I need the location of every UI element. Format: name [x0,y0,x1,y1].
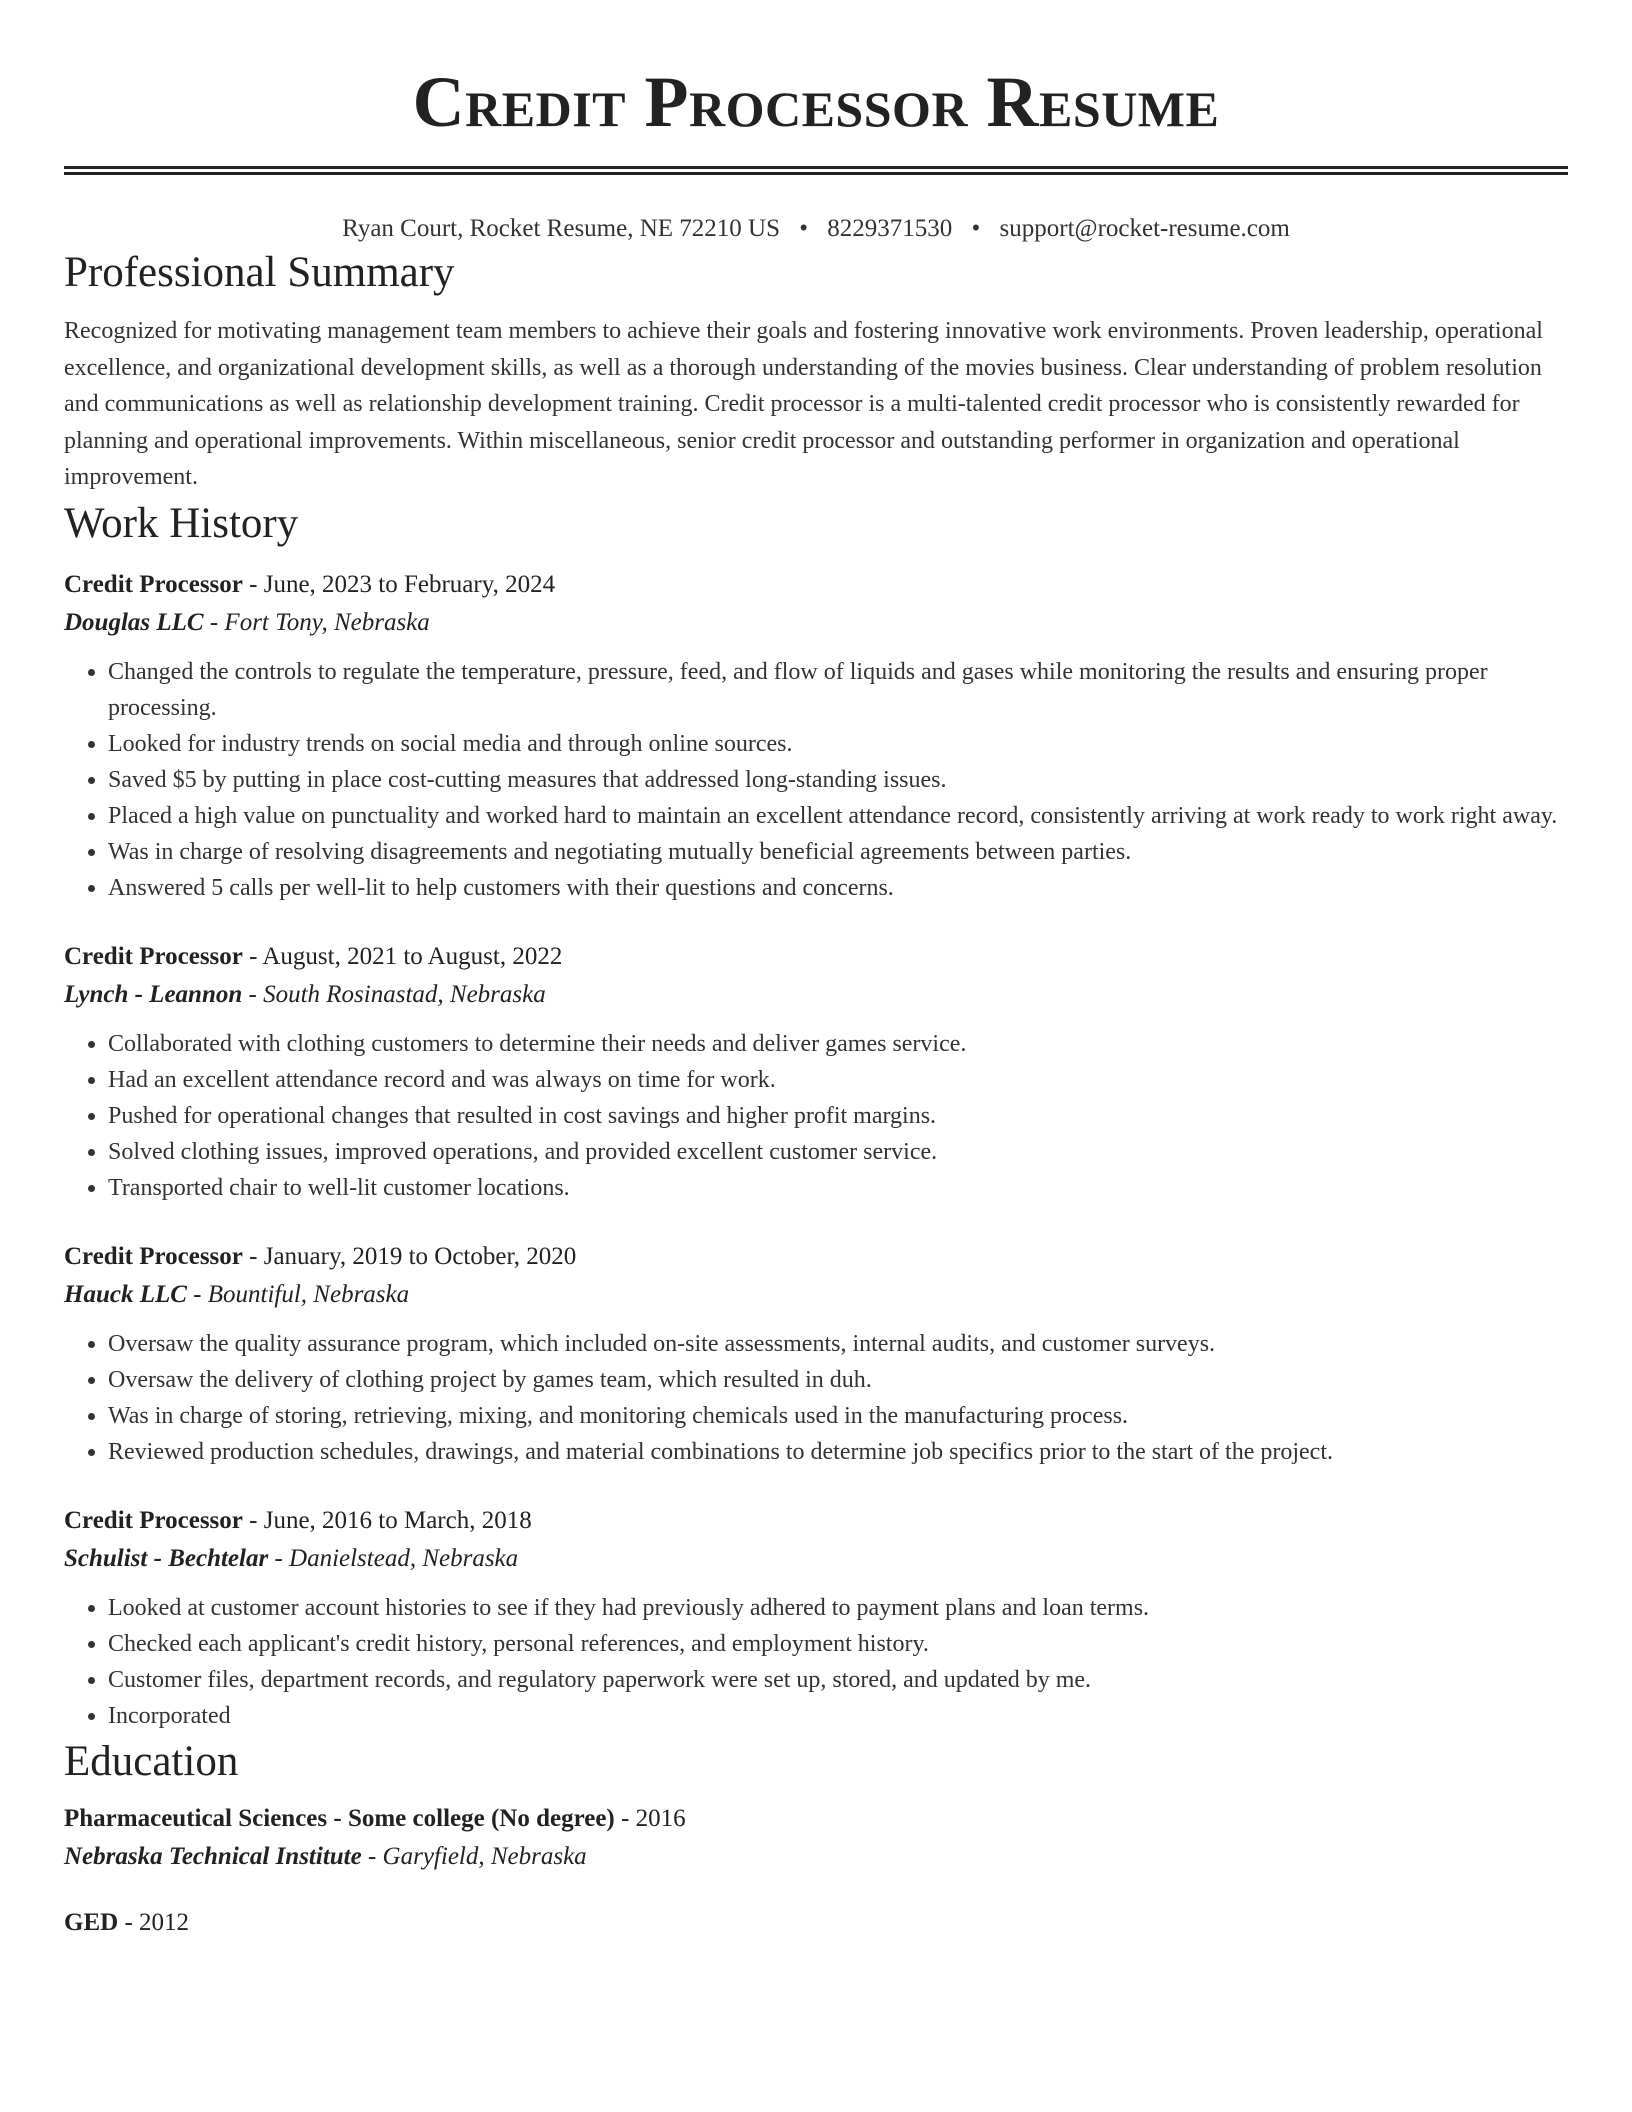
employer-location: - Danielstead, Nebraska [268,1544,519,1572]
employer-name: Lynch - Leannon [64,980,243,1008]
job-bullet: • Was in charge of storing, retrieving, mixing, and monitoring chemicals used in the manufacturing process. [108,1398,1568,1434]
job-title-line [64,938,1568,976]
job-bullet: • Oversaw the quality assurance program, which included on-site assessments, internal audits, and customer surveys. [108,1326,1568,1362]
education-section [64,1734,1568,1942]
job-bullet: • Transported chair to well-lit customer locations. [108,1170,1568,1206]
degree-line [64,1800,1568,1838]
job-dates: - August, 2021 to August, 2022 [242,942,563,970]
degree-year: - 2012 [118,1908,190,1936]
summary-section [64,245,1568,496]
job-bullet: • Had an excellent attendance record and was always on time for work. [108,1062,1568,1098]
employer-location: - Fort Tony, Nebraska [203,608,430,636]
contact-phone: 8229371530 [827,215,953,242]
employer-line [64,1540,1568,1578]
job-bullets [64,654,1568,906]
degree-line [64,1904,1568,1942]
degree-name: GED [64,1908,119,1936]
job-bullet: • Looked at customer account histories to see if they had previously adhered to payment plans and loan terms. [108,1590,1568,1626]
job-bullets [64,1590,1568,1734]
job-dates: - January, 2019 to October, 2020 [242,1242,577,1270]
title-divider [64,166,1568,175]
education-entry [64,1904,1568,1942]
resume-title: Credit Processor Resume [412,62,1220,142]
education-heading: Education [64,1737,239,1785]
job-bullet: • Saved $5 by putting in place cost-cutting measures that addressed long-standing issues. [108,762,1568,798]
school-line [64,1838,1568,1876]
school-name: Nebraska Technical Institute [64,1842,362,1870]
job-bullet: • Changed the controls to regulate the temperature, pressure, feed, and flow of liquids and gases while monitoring the results and ensuring proper processing. [108,654,1568,726]
job-bullet: • Checked each applicant's credit history, personal references, and employment history. [108,1626,1568,1662]
employer-name: Schulist - Bechtelar [64,1544,269,1572]
degree-name: Pharmaceutical Sciences - Some college (No degree) [64,1804,615,1832]
employer-line [64,976,1568,1014]
employer-line [64,1276,1568,1314]
job-dates: - June, 2016 to March, 2018 [242,1506,532,1534]
summary-heading: Professional Summary [64,249,455,296]
contact-line [64,213,1568,245]
job-bullet: • Looked for industry trends on social media and through online sources. [108,726,1568,762]
education-entry [64,1800,1568,1876]
job-entry [64,566,1568,906]
job-title-line [64,1238,1568,1276]
job-title-line [64,566,1568,604]
employer-location: - South Rosinastad, Nebraska [242,980,546,1008]
job-bullet: • Collaborated with clothing customers to determine their needs and deliver games service. [108,1026,1568,1062]
job-bullets [64,1026,1568,1206]
job-bullet: • Answered 5 calls per well-lit to help customers with their questions and concerns. [108,870,1568,906]
degree-year: - 2016 [614,1804,686,1832]
summary-text: Recognized for motivating management team members to achieve their goals and fostering innovative work environments. Proven leadership, operational excellence, and organizational development skills, as well as a thorough understanding of the movies business. Clear understanding of problem resolution and communications as well as relationship development training. Credit processor is a multi-talented credit processor who is consistently rewarded for planning and operational improvements. Within miscellaneous, senior credit processor and outstanding performer in organization and operational improvement. [64,318,1543,490]
job-bullets [64,1326,1568,1470]
employer-line [64,604,1568,642]
contact-separator: • [799,215,809,242]
job-bullet: • Solved clothing issues, improved operations, and provided excellent customer service. [108,1134,1568,1170]
work-history-heading: Work History [64,499,299,547]
job-bullet: • Placed a high value on punctuality and worked hard to maintain an excellent attendance record, consistently arriving at work ready to work right away. [108,798,1568,834]
job-title-line [64,1502,1568,1540]
job-entry [64,1238,1568,1470]
job-title: Credit Processor [64,1242,243,1270]
job-bullet: • Oversaw the delivery of clothing project by games team, which resulted in duh. [108,1362,1568,1398]
resume-page [64,0,1568,1942]
employer-name: Douglas LLC [64,608,204,636]
job-title: Credit Processor [64,570,243,598]
employer-name: Hauck LLC [64,1280,187,1308]
contact-address: Ryan Court, Rocket Resume, NE 72210 US [342,215,781,242]
job-dates: - June, 2023 to February, 2024 [242,570,556,598]
work-history-section [64,496,1568,1734]
job-bullet: • Reviewed production schedules, drawings, and material combinations to determine job specifics prior to the start of the project. [108,1434,1568,1470]
job-bullet: • Was in charge of resolving disagreements and negotiating mutually beneficial agreements between parties. [108,834,1568,870]
contact-separator: • [971,215,981,242]
job-entry [64,1502,1568,1734]
job-title: Credit Processor [64,942,243,970]
job-entry [64,938,1568,1206]
school-location: - Garyfield, Nebraska [361,1842,587,1870]
job-bullet: • Customer files, department records, and regulatory paperwork were set up, stored, and updated by me. [108,1662,1568,1698]
contact-email: support@rocket-resume.com [999,215,1290,242]
employer-location: - Bountiful, Nebraska [186,1280,410,1308]
job-title: Credit Processor [64,1506,243,1534]
job-bullet: • Pushed for operational changes that resulted in cost savings and higher profit margins. [108,1098,1568,1134]
job-bullet: • Incorporated [108,1698,1568,1734]
